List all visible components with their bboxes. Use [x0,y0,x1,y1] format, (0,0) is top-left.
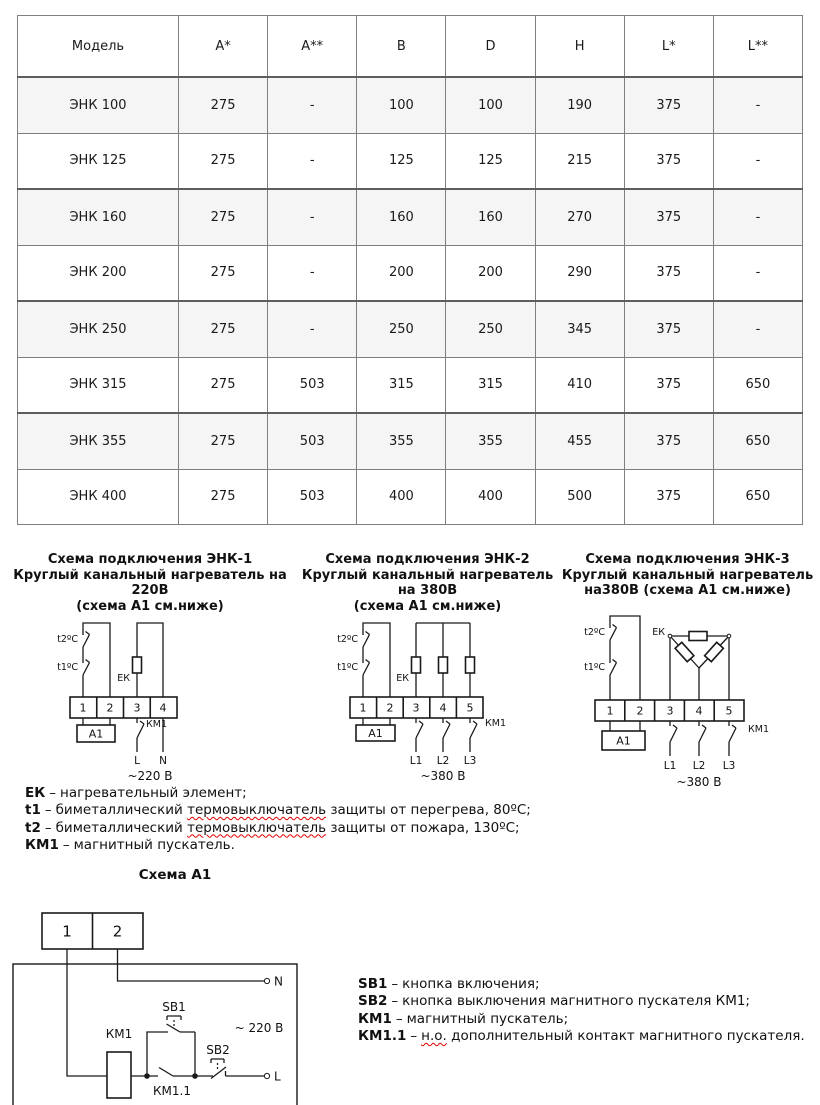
km1-contact-icon [729,721,736,756]
sb2-contact-icon [211,1067,226,1079]
cell-value: 375 [624,245,713,301]
cell-value: 100 [446,77,535,133]
legend-key: SB1 [358,975,388,992]
terminal-1: 1 [606,704,613,717]
cell-model: ЭНК 355 [18,413,179,469]
km1-contact-icon [443,718,450,752]
cell-value: - [268,189,357,245]
thermal-loop-wire [610,616,640,700]
legend-item: КМ1 – магнитный пускатель. [25,837,235,853]
terminal-5: 5 [725,704,732,717]
km11-label: КМ1.1 [153,1083,191,1098]
cell-value: 345 [535,301,624,357]
line-l1-label: L1 [409,755,422,767]
col-header: L* [624,16,713,78]
legend-key: t2 [25,819,41,836]
cell-value: 375 [624,301,713,357]
cell-value: 200 [357,245,446,301]
cell-value: 500 [535,469,624,525]
legend-key: КМ1 [25,837,59,853]
diagram-enk2-title: Схема подключения ЭНК-2 Круглый канальный нагреватель на 380В (схема А1 см.ниже) [301,552,554,614]
terminal-1: 1 [359,701,366,715]
heater-resistor-icon [133,657,142,673]
cell-value: 275 [179,357,268,413]
cell-value: 200 [446,245,535,301]
sb1-label: SB1 [162,999,186,1014]
terminal-3: 3 [133,701,141,715]
cell-value: 275 [179,77,268,133]
diagram-enk1 [0,552,300,786]
t2-label: t2ºC [57,634,78,645]
terminal-2: 2 [386,701,393,715]
n-label: N [274,974,283,988]
cell-value: 125 [446,133,535,189]
cell-value: 275 [179,469,268,525]
thermal-switch-t1-icon [83,660,90,676]
delta-node [668,634,672,638]
thermal-switch-t2-icon [83,632,90,648]
cell-value: 410 [535,357,624,413]
cell-model: ЭНК 200 [18,245,179,301]
t1-label: t1ºC [583,661,605,673]
cell-value: 503 [268,413,357,469]
table-row [18,413,803,469]
col-header-model: Модель [18,16,179,78]
cell-value: 650 [713,413,802,469]
km1-coil-icon [107,1052,131,1098]
cell-value: 375 [624,189,713,245]
table-header-row [18,16,803,78]
cell-value: 375 [624,469,713,525]
legend-item: SB1 – кнопка включения; [358,975,540,992]
cell-value: - [713,189,802,245]
terminal-1: 1 [62,922,72,940]
km1-label: КМ1 [484,718,506,729]
l-label: L [274,1069,281,1083]
cell-value: 650 [713,357,802,413]
legend-key: SB2 [358,993,388,1009]
dimensions-table [17,15,803,525]
ek-label: ЕК [395,673,409,684]
terminal-4: 4 [439,701,446,715]
cell-model: ЭНК 160 [18,189,179,245]
a1-wires [363,718,390,725]
cell-model: ЭНК 250 [18,301,179,357]
km11-contact-icon [159,1067,173,1076]
cell-value: 190 [535,77,624,133]
col-header: A** [268,16,357,78]
ek-label: ЕК [117,673,130,684]
km1-label: КМ1 [747,723,769,735]
legend-item: t1 – биметаллический термовыключатель защиты от перегрева, 80ºС; [25,802,531,818]
cell-value: 100 [357,77,446,133]
cell-value: - [713,301,802,357]
cell-value: 250 [357,301,446,357]
km1-contact-icon [470,718,477,752]
diagram-enk1-svg [45,618,255,786]
t2-label: t2ºC [583,626,605,638]
cell-value: 375 [624,77,713,133]
schema-a1-title: Схема А1 [138,866,212,883]
wiring-diagrams-row [0,552,820,799]
cell-value: 250 [446,301,535,357]
table-row [18,189,803,245]
sb2-label: SB2 [206,1042,230,1057]
schema-a1-svg [0,887,340,1105]
cell-value: 503 [268,357,357,413]
col-header: D [446,16,535,78]
schema-a1-section [0,867,820,1105]
voltage-label: ~ 220 В [234,1020,284,1035]
legend-item: SB2 – кнопка выключения магнитного пускателя КМ1; [358,993,750,1009]
cell-value: - [713,77,802,133]
cell-value: 355 [357,413,446,469]
line-l-label: L [134,755,140,767]
sb1-branch-wire [147,1032,195,1076]
line-n-label: N [159,755,167,767]
cell-value: 270 [535,189,624,245]
legend-key: ЕК [25,784,46,801]
terminal-4: 4 [159,701,167,715]
km1-contact-icon [137,718,144,752]
col-header: H [535,16,624,78]
cell-value: 400 [446,469,535,525]
cell-value: 375 [624,133,713,189]
legend-item: КМ1 – магнитный пускатель; [358,1010,569,1027]
sb2-button-cap-icon [211,1059,224,1063]
thermal-switch-t2-icon [610,624,617,640]
km1-contact-icon [670,721,677,756]
km1-contact-icon [416,718,423,752]
line-l3-label: L3 [463,755,476,767]
cell-value: 275 [179,413,268,469]
sb1-button-cap-icon [167,1016,181,1020]
cell-value: - [713,133,802,189]
coil-feed-wire [67,949,107,1076]
diagram-enk2-svg [328,618,528,786]
diagram-enk1-title: Схема подключения ЭНК-1 Круглый канальный нагреватель на 220В (схема А1 см.ниже) [13,552,287,614]
line-l2-label: L2 [692,759,705,772]
voltage-label: ~380 В [419,769,466,783]
cell-value: 275 [179,133,268,189]
terminal-2: 2 [112,922,123,940]
cell-value: - [713,245,802,301]
cell-value: - [268,77,357,133]
cell-model: ЭНК 125 [18,133,179,189]
cell-value: 275 [179,189,268,245]
legend-item: ЕК – нагревательный элемент; [25,784,247,801]
cell-model: ЭНК 100 [18,77,179,133]
neutral-wire [118,949,265,981]
table-row [18,469,803,525]
legend-key: КМ1 [358,1010,392,1027]
cell-value: 275 [179,245,268,301]
cell-value: 315 [357,357,446,413]
km1-label: КМ1 [105,1026,133,1041]
legend-a1 [358,976,805,1046]
table-row [18,77,803,133]
line-l2-label: L2 [436,755,449,767]
heater-resistor-icon [438,657,447,673]
table-header [18,16,803,78]
n-terminal-icon [264,978,269,983]
diagram-enk3-title: Схема подключения ЭНК-3 Круглый канальный нагреватель на380В (схема А1 см.ниже) [561,552,814,598]
col-header: L** [713,16,802,78]
cell-value: 290 [535,245,624,301]
cell-value: 355 [446,413,535,469]
a1-label: А1 [615,734,631,747]
sb2-wire [226,1071,265,1076]
legend-key: t1 [25,802,41,818]
table-row [18,301,803,357]
sb1-contact-icon [167,1024,181,1032]
terminal-2: 2 [106,701,114,715]
diagram-enk3-svg [572,603,804,799]
table-row [18,245,803,301]
l-terminal-icon [264,1073,269,1078]
cell-value: - [268,301,357,357]
cell-value: 375 [624,357,713,413]
terminal-3: 3 [412,701,419,715]
diagram-enk3 [555,552,820,799]
t1-label: t1ºC [336,662,358,673]
line-l3-label: L3 [722,759,735,772]
cell-value: - [268,133,357,189]
cell-value: 375 [624,413,713,469]
a1-wires [83,718,110,725]
heater-resistor-icon [675,642,694,661]
km1-label: КМ1 [146,719,167,730]
thermal-switch-t1-icon [610,659,617,675]
cell-value: 160 [357,189,446,245]
table-body [18,77,803,525]
t2-label: t2ºC [336,634,358,645]
terminal-1: 1 [79,701,87,715]
a1-label: А1 [88,727,104,741]
diagram-enk2 [300,552,555,786]
heater-resistor-icon [465,657,474,673]
delta-node [727,634,731,638]
cell-value: - [268,245,357,301]
table-row [18,133,803,189]
line-l1-label: L1 [663,759,676,772]
cell-value: 125 [357,133,446,189]
a1-label: А1 [367,727,383,740]
col-header: B [357,16,446,78]
legend-key: КМ1.1 [358,1028,407,1044]
legend-item: КМ1.1 – н.о. дополнительный контакт магнитного пускателя. [358,1028,805,1044]
cell-value: 275 [179,301,268,357]
heater-resistor-icon [689,631,707,640]
cell-value: 160 [446,189,535,245]
ek-label: ЕК [651,626,665,638]
cell-value: 315 [446,357,535,413]
voltage-label: ~380 В [675,774,722,789]
km1-contact-icon [699,721,706,756]
terminal-3: 3 [666,704,673,717]
heater-resistor-icon [411,657,420,673]
terminal-2: 2 [636,704,643,717]
cell-value: 400 [357,469,446,525]
cell-value: 503 [268,469,357,525]
thermal-switch-t2-icon [363,632,370,648]
a1-wires [610,721,640,731]
cell-value: 455 [535,413,624,469]
terminal-4: 4 [695,704,702,717]
voltage-label: ~220 В [127,769,173,783]
cell-value: 650 [713,469,802,525]
legend-item: t2 – биметаллический термовыключатель защиты от пожара, 130ºС; [25,819,520,836]
cell-value: 215 [535,133,624,189]
terminal-5: 5 [466,701,473,715]
t1-label: t1ºC [57,662,78,673]
heater-resistor-icon [704,642,723,661]
cell-model: ЭНК 400 [18,469,179,525]
thermal-switch-t1-icon [363,660,370,676]
cell-model: ЭНК 315 [18,357,179,413]
col-header: A* [179,16,268,78]
table-row [18,357,803,413]
